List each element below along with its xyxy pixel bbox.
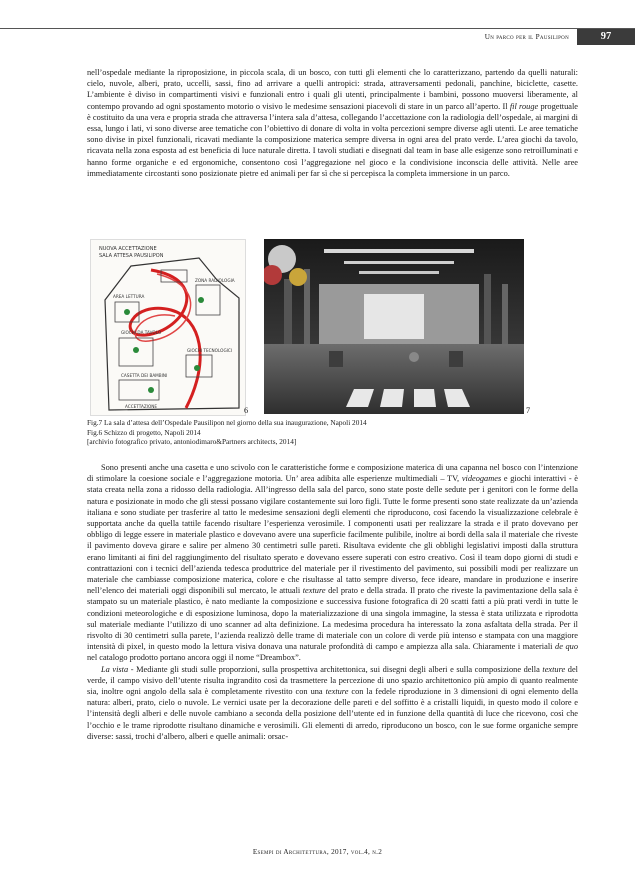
paragraph: [87, 664, 578, 742]
caption-line: [archivio fotografico privato, antoniodimaro&Partners architects, 2014]: [87, 437, 297, 447]
text-run: del prato e della strada. Il prato che riveste la pavimentazione della sala è stampato su un materiale plastico, è nato mediante la composizione e successiva fusione fotografica di 20 scatti fatti a più prati verdi in tutte le condizioni meteorologiche e di esposizione luminosa, dopo la materializzazione di una singola immagine, la stessa è stata utilizzata e riprodotta sul materiale mediante l’utilizzo di uno scanner ad alta definizione. La medesima procedura ha interessato la zona asfaltata della strada. Per il risvolto di 30 centimetri sulla parete, l’azienda realizzò delle trame di materiale con un colore di verde più intenso e stampata con una maggiore intensità di pixel, in questo modo la lettura visiva donava una naturale profondità di campo e ampiezza alla sala. Chiaramente i materiali: [87, 586, 578, 652]
sketch-label: AREA LETTURA: [113, 294, 145, 299]
paragraph: [87, 67, 578, 179]
sketch-label: GIOCHI TECNOLOGICI: [187, 348, 233, 353]
text-run: progettuale è costituito da una vera e propria strada che attraversa l’intera sala d’attesa, collegando l’accettazione con la radiologia dell’ospedale, ai margini di essa, lungo i lati, vi sono diverse aree tematiche con l’obiettivo di donare di volta in volta percezioni sempre diverse agli utenti. Le aree tematiche sono divise in pixel funzionali, ricavati mediante la composizione materica sempre diversa in ogni area del prato verde. L’area giochi da tavolo, ricavata nella zona esposta ad est beneficia di luce naturale diretta. I tavoli studiati e disegnati dal team in base alle esigenze sono retroilluminati e hanno forme organiche e ed ergonomiche, consentono così l’aggregazione nel gioco e la condivisione inconscia delle attività. Nelle aree immediatamente circostanti sono posizionate pietre ed animali per far sì che si percepisca la completa immersione in un parco.: [87, 101, 578, 178]
text-run: del verde, il campo visivo dell’utente risulta ingrandito così da trasmettere la percezione di uno spazio architettonico più ampio di quanto realmente sia, inoltre ogni angolo della sala è completamente rivestito con una: [87, 664, 578, 697]
sketch-label: GIOCHI DA TAVOLO: [121, 330, 162, 335]
italic-term: texture: [542, 664, 566, 674]
italic-term: videogames: [461, 474, 502, 484]
text-run: e giochi interattivi - è stata creata nella zona a ridosso della radiologia. All’ingresso della sala del parco, sono state poste delle sedute per i genitori con le forme della natura e posizionate in modo che gli stessi possano vigilare costantemente sui loro figli. Tutte le forme presenti sono state realizzate da un’azienda italiana e sono studiate per trasferire al tatto le medesime sensazioni degli elementi che riproducono, così facendo la visualizzazione celebrale è supportata anche da quella tattile facendo risultare l’esperienza verosimile. I componenti usati per realizzare la strada e il prato dovevano per obbligo di legge essere in materiale plastico e dovevano avere una superficie facilmente pulibile, inoltre ai bordi della sala il materiale che riveste il pavimento doveva girare e salire per almeno 30 centimetri sulle pareti. Risultava evidente che gli obblighi legislativi imposti dalla struttura erano limitanti ai fini del raggiungimento del risultato sperato e dovevano essere superati con estro creativo. Così il team dopo giorni di studi e contrattazioni con i tecnici dell’azienda tedesca produttrice del materiale per il rivestimento del pavimento, sui possibili modi per realizzare un materiale che cambiasse composizione materica, colore e che risultasse al tatto sempre diverso, fece ideare, mandare in produzione e inserire nell’elenco dei materiali oggi disponibili sul mercato, le attuali: [87, 474, 578, 596]
text-run: Sono presenti anche una casetta e uno scivolo con le caratteristiche forme e composizione materica di una capanna nel bosco con l’intenzione di stimolare la coesione sociale e l’aggregazione motoria. Un’ area adibita alle esperienze multimediali – TV,: [87, 463, 578, 484]
italic-term: de quo: [555, 642, 578, 652]
italic-term: texture: [302, 586, 326, 596]
figure-caption: [87, 418, 578, 447]
italic-term: fil rouge: [509, 101, 539, 111]
paragraph: [87, 462, 578, 664]
sketch-label: NUOVA ACCETTAZIONE: [99, 246, 157, 252]
figure-6-sketch: [90, 239, 249, 416]
sketch-label: SALA ATTESA PAUSILIPON: [99, 253, 164, 259]
sketch-label: CASETTA DEI BAMBINI: [121, 373, 168, 378]
figure-7-photo: [264, 239, 524, 414]
sketch-label: ACCETTAZIONE: [125, 404, 158, 409]
sketch-drawing: [91, 240, 245, 415]
italic-term: texture: [325, 687, 349, 697]
text-run: nel catalogo prodotto portano ancora oggi il nome “Dreambox”.: [87, 653, 301, 663]
waiting-room-photo: [264, 239, 524, 414]
text-run: nell’ospedale mediante la riproposizione, in piccola scala, di un bosco, con tutti gli elementi che lo caratterizzano, partendo da quelli naturali: cielo, nuvole, alberi, prato, uccelli, sassi, fino ad arrivare a quelli antropici: strada, attraversamenti pedonali, panchine, biciclette, casette. L’ambiente è diviso in compartimenti visivi e funzionali entro i quali gli utenti, principalmente i bambini, possono muoversi liberamente, al contempo provando ad ogni spostamento motorio o visivo le medesime sensazioni piacevoli di stare in un parco all’aperto. Il: [87, 68, 578, 111]
body-text-bottom: [87, 462, 578, 742]
running-title: Un parco per il Pausilipon: [484, 33, 569, 41]
text-run: - Mediante gli studi sulle proporzioni, sulla prospettiva architettonica, sui disegni degli alberi e sulla composizione della: [128, 664, 543, 674]
body-text-top: [87, 67, 578, 179]
figure-7-label: 7: [526, 406, 531, 415]
caption-line: Fig.6 Schizzo di progetto, Napoli 2014: [87, 427, 201, 437]
journal-footer: Esempi di Architettura, 2017, vol.4, n.2: [252, 848, 383, 856]
page-number: 97: [577, 29, 635, 45]
sketch-label: ZONA RADIOLOGIA: [195, 278, 235, 283]
header-rule: [0, 28, 635, 29]
text-run: con la fedele riproduzione in 3 dimensioni di ogni elemento della natura: alberi, prato, cielo o nuvole. Le vernici usate per la decorazione delle pareti e del soffitto è a cristalli liquidi, in questo modo il colore e l’intensità degli alberi e delle nuvole cambiano a seconda della posizione dell’utente ed in funzione della quantità di luce che ricevono, così che l’occhio e le trame riprodotte risultano dinamiche e verosimili. Gli elementi di arredo, riproducono un bosco, con le sue forme organiche sempre diverse: sassi, trochi d’albero, alberi e quelle animali: orsac-: [87, 687, 579, 741]
figure-6-label: 6: [244, 406, 249, 415]
italic-term: La vista: [101, 664, 129, 674]
caption-line: Fig.7 La sala d’attesa dell’Ospedale Pausilipon nel giorno della sua inaugurazione, Napoli 2014: [87, 418, 367, 427]
